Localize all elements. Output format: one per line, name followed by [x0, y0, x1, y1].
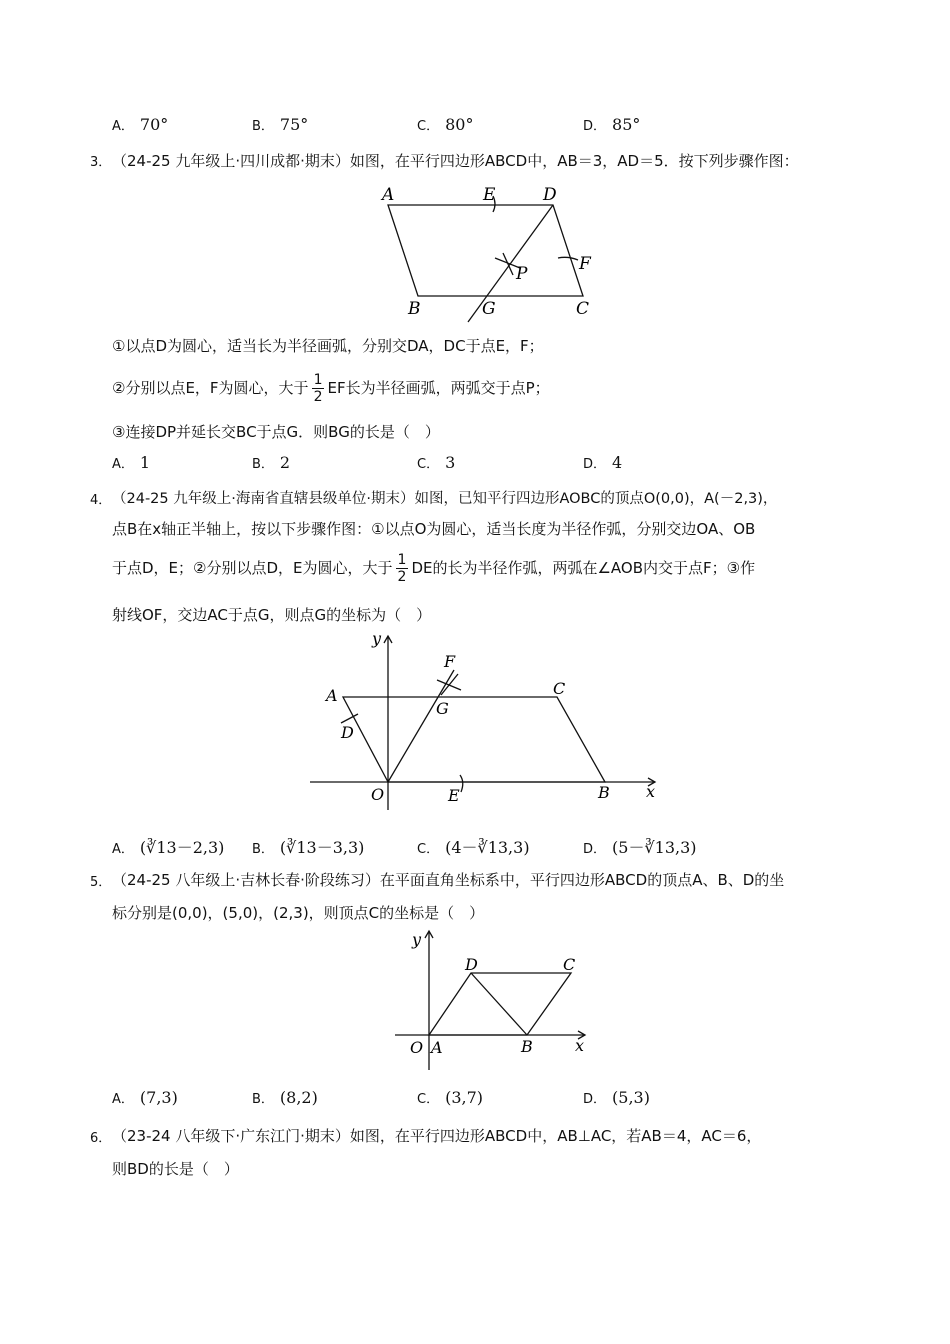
q4-line3 [112, 552, 755, 585]
label-b: B [521, 1037, 533, 1056]
q4-line3-a: 于点D，E；②分别以点D，E为圆心，大于 [112, 559, 393, 577]
q5-option-c[interactable] [417, 1088, 483, 1107]
frac-den: 2 [313, 389, 323, 405]
option-value: (5－∛13,3) [612, 838, 697, 857]
label-b: B [598, 783, 610, 802]
ray-of [388, 670, 454, 782]
frac-num: 1 [313, 372, 323, 388]
q4-option-c[interactable] [417, 835, 530, 858]
q4-option-b[interactable] [252, 835, 364, 858]
option-value: 80° [445, 115, 474, 134]
frac-num: 1 [397, 552, 407, 568]
option-key: A． [112, 457, 134, 472]
q6-number: 6． [90, 1131, 112, 1146]
q2-option-b[interactable] [252, 115, 308, 134]
option-value: (4－∛13,3) [445, 838, 530, 857]
option-key: B． [252, 119, 274, 134]
q3-step2-b: EF长为半径画弧，两弧交于点P； [327, 379, 550, 397]
label-d: D [465, 955, 478, 974]
option-key: A． [112, 119, 134, 134]
label-d: D [341, 723, 354, 742]
q4-figure [300, 630, 670, 810]
label-x: x [575, 1036, 585, 1055]
option-value: 70° [139, 115, 169, 134]
q3-option-a[interactable] [112, 453, 150, 472]
segment-db [471, 973, 527, 1035]
q3-number: 3． [90, 155, 112, 170]
q3-option-d[interactable] [583, 453, 622, 472]
option-key: D． [583, 119, 607, 134]
parallelogram-abcd [388, 205, 583, 296]
q5-option-d[interactable] [583, 1088, 650, 1107]
option-value: 4 [612, 453, 623, 472]
option-key: C． [417, 1092, 440, 1107]
label-d: D [543, 185, 557, 205]
label-e: E [448, 786, 460, 805]
option-key: B． [252, 457, 274, 472]
option-value: (3,7) [445, 1088, 484, 1107]
q2-option-a[interactable] [112, 115, 168, 134]
label-f: F [579, 254, 591, 274]
label-c: C [563, 955, 576, 974]
option-key: C． [417, 457, 440, 472]
q5-figure [395, 925, 595, 1070]
option-key: C． [417, 119, 440, 134]
q4-line3-b: DE的长为半径作弧，两弧在∠AOB内交于点F；③作 [411, 559, 756, 577]
q2-option-d[interactable] [583, 115, 640, 134]
option-key: D． [583, 457, 607, 472]
label-c: C [576, 299, 590, 319]
fraction-half [312, 372, 325, 405]
label-y: y [372, 630, 382, 648]
option-value: 2 [279, 453, 291, 472]
option-value: 75° [279, 115, 309, 134]
label-e: E [483, 185, 496, 205]
label-a: A [326, 686, 338, 705]
q5-option-a[interactable] [112, 1088, 178, 1107]
q3-step3: ③连接DP并延长交BC于点G．则BG的长是（ ） [112, 423, 440, 441]
frac-den: 2 [397, 569, 407, 585]
q4-line1: （24-25 九年级上·海南省直辖县级单位·期末）如图，已知平行四边形AOBC的顶点O(0,0)，A(－2,3)， [112, 491, 778, 507]
label-y: y [412, 930, 422, 949]
q5-option-b[interactable] [252, 1088, 318, 1107]
option-key: B． [252, 842, 274, 857]
parallelogram-abcd [429, 973, 571, 1035]
option-value: (∛13－3,3) [279, 838, 365, 857]
q3-step2 [112, 372, 550, 405]
q5-line2: 标分别是(0,0)，(5,0)，(2,3)，则顶点C的坐标是（ ） [112, 904, 485, 922]
label-a: A [431, 1038, 443, 1057]
q5-number: 5． [90, 875, 112, 890]
q4-line2: 点B在x轴正半轴上，按以下步骤作图：①以点O为圆心，适当长度为半径作弧，分别交边OA、OB [112, 520, 756, 538]
q3-figure [375, 180, 600, 325]
label-x: x [646, 782, 656, 801]
q3-option-c[interactable] [417, 453, 455, 472]
option-value: (∛13－2,3) [139, 838, 225, 857]
parallelogram-aobc [343, 697, 605, 782]
label-g: G [436, 699, 449, 718]
q3-option-b[interactable] [252, 453, 290, 472]
q3-stem: （24-25 九年级上·四川成都·期末）如图，在平行四边形ABCD中，AB＝3，AD＝5．按下列步骤作图： [112, 152, 799, 170]
q6-line2: 则BD的长是（ ） [112, 1160, 239, 1178]
option-key: D． [583, 842, 607, 857]
q4-option-d[interactable] [583, 835, 697, 858]
option-value: 85° [612, 115, 641, 134]
q4-line4: 射线OF，交边AC于点G，则点G的坐标为（ ） [112, 606, 432, 624]
q5-line1: （24-25 八年级上·吉林长春·阶段练习）在平面直角坐标系中，平行四边形ABCD的顶点A、B、D的坐 [112, 871, 785, 889]
option-key: D． [583, 1092, 607, 1107]
option-key: A． [112, 842, 134, 857]
label-b: B [408, 299, 421, 319]
label-o: O [371, 785, 385, 804]
option-value: 1 [139, 453, 151, 472]
option-key: C． [417, 842, 440, 857]
option-value: (5,3) [612, 1088, 650, 1107]
q2-option-c[interactable] [417, 115, 473, 134]
q4-option-a[interactable] [112, 835, 224, 858]
option-value: 3 [445, 453, 456, 472]
fraction-half [396, 552, 409, 585]
label-a: A [382, 185, 395, 205]
label-g: G [482, 299, 496, 319]
arc-f [558, 257, 578, 260]
q4-number: 4． [90, 493, 112, 508]
label-p: P [516, 264, 528, 284]
option-key: B． [252, 1092, 274, 1107]
option-value: (7,3) [139, 1088, 178, 1107]
option-value: (8,2) [279, 1088, 318, 1107]
option-key: A． [112, 1092, 134, 1107]
arc-e [460, 775, 463, 792]
q3-step2-a: ②分别以点E，F为圆心，大于 [112, 379, 309, 397]
q6-line1: （23-24 八年级下·广东江门·期末）如图，在平行四边形ABCD中，AB⊥AC，若AB＝4，AC＝6， [112, 1127, 762, 1145]
label-f: F [444, 652, 456, 671]
label-o: O [410, 1038, 424, 1057]
q3-step1: ①以点D为圆心，适当长为半径画弧，分别交DA，DC于点E，F； [112, 337, 544, 355]
label-c: C [553, 679, 566, 698]
